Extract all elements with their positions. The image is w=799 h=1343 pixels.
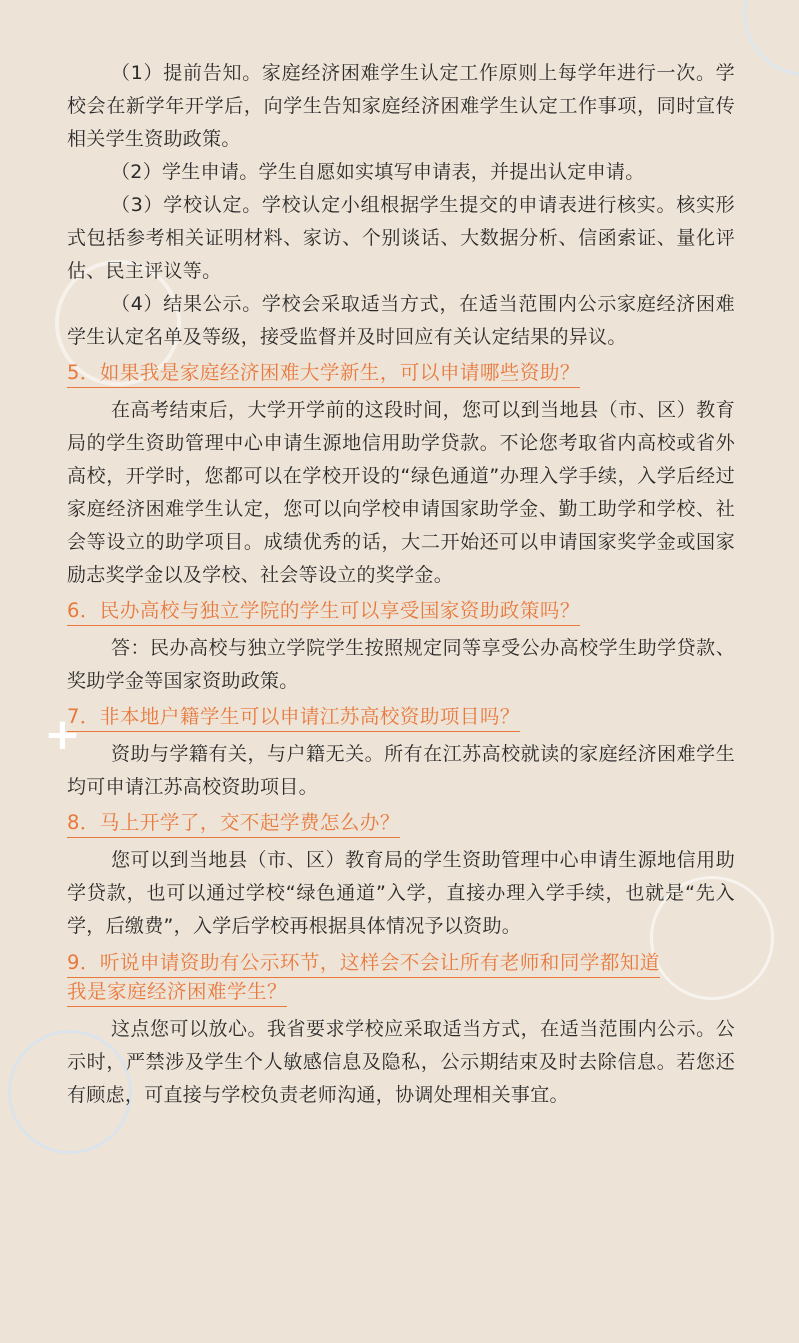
answer-paragraph: 资助与学籍有关，与户籍无关。所有在江苏高校就读的家庭经济困难学生均可申请江苏高校资助项目。 (67, 743, 735, 798)
question-heading-line2: 我是家庭经济困难学生？ (67, 978, 287, 1007)
question-heading: 7．非本地户籍学生可以申请江苏高校资助项目吗？ (67, 704, 520, 732)
decorative-ring (743, 0, 799, 76)
document-body (67, 57, 735, 1112)
question-7 (67, 704, 735, 732)
question-heading: 6．民办高校与独立学院的学生可以享受国家资助政策吗？ (67, 598, 580, 626)
step-1: （1）提前告知。家庭经济困难学生认定工作原则上每学年进行一次。学校会在新学年开学后，向学生告知家庭经济困难学生认定工作事项，同时宣传相关学生资助政策。 (67, 62, 735, 150)
plus-icon: + (44, 709, 81, 760)
answer-paragraph: 在高考结束后，大学开学前的这段时间，您可以到当地县（市、区）教育局的学生资助管理中心申请生源地信用助学贷款。不论您考取省内高校或省外高校，开学时，您都可以在学校开设的“绿色通道”办理入学手续，入学后经过家庭经济困难学生认定，您可以向学校申请国家助学金、勤工助学和学校、社会等设立的助学项目。成绩优秀的话，大二开始还可以申请国家奖学金或国家励志奖学金以及学校、社会等设立的奖学金。 (67, 399, 735, 586)
answer-paragraph: 答：民办高校与独立学院学生按照规定同等享受公办高校学生助学贷款、奖助学金等国家资助政策。 (67, 637, 735, 692)
step-2: （2）学生申请。学生自愿如实填写申请表，并提出认定申请。 (111, 161, 645, 183)
question-heading-line1: 9．听说申请资助有公示环节，这样会不会让所有老师和同学都知道 (67, 949, 660, 978)
answer-paragraph: 这点您可以放心。我省要求学校应采取适当方式，在适当范围内公示。公示时，严禁涉及学生个人敏感信息及隐私，公示期结束及时去除信息。若您还有顾虑，可直接与学校负责老师沟通，协调处理相关事宜。 (67, 1018, 735, 1106)
step-3: （3）学校认定。学校认定小组根据学生提交的申请表进行核实。核实形式包括参考相关证明材料、家访、个别谈话、大数据分析、信函索证、量化评估、民主评议等。 (67, 194, 735, 282)
question-heading: 5．如果我是家庭经济困难大学新生，可以申请哪些资助？ (67, 360, 580, 388)
question-6 (67, 598, 735, 626)
answer-paragraph: 您可以到当地县（市、区）教育局的学生资助管理中心申请生源地信用助学贷款，也可以通过学校“绿色通道”入学，直接办理入学手续，也就是“先入学，后缴费”，入学后学校再根据具体情况予以资助。 (67, 849, 735, 937)
question-9 (67, 949, 735, 1007)
question-5 (67, 360, 735, 388)
question-heading: 8．马上开学了，交不起学费怎么办？ (67, 810, 400, 838)
question-8 (67, 810, 735, 838)
step-4: （4）结果公示。学校会采取适当方式，在适当范围内公示家庭经济困难学生认定名单及等级，接受监督并及时回应有关认定结果的异议。 (67, 293, 735, 348)
